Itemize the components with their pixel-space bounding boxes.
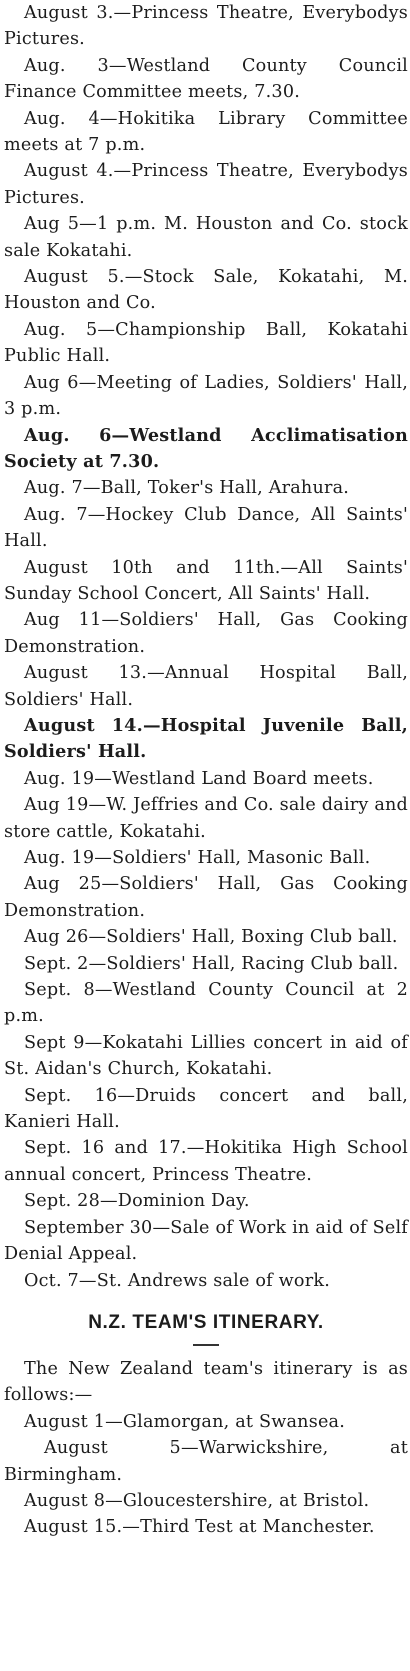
event-entry: August 5.—Stock Sale, Kokatahi, M. Houston and Co. (4, 267, 408, 314)
itinerary-item: August 8—Gloucestershire, at Bristol. (24, 1490, 370, 1511)
event-entry: August 3.—Princess Theatre, Everybodys Pictures. (4, 3, 408, 50)
event-entry: Sept. 28—Dominion Day. (24, 1191, 250, 1212)
event-entry: Aug 26—Soldiers' Hall, Boxing Club ball. (24, 927, 398, 948)
event-entry: Aug. 7—Hockey Club Dance, All Saints' Hall. (4, 504, 408, 552)
event-entry: Aug 11—Soldiers' Hall, Gas Cooking Demonstration. (4, 610, 408, 657)
event-entry: Sept. 2—Soldiers' Hall, Racing Club ball. (24, 953, 399, 974)
event-entry: Aug 19—W. Jeffries and Co. sale dairy and store cattle, Kokatahi. (4, 795, 408, 842)
itinerary-section (4, 1356, 408, 1541)
event-entry: Sept. 16 and 17.—Hokitika High School annual concert, Princess Theatre. (4, 1138, 408, 1185)
event-entry: Aug 25—Soldiers' Hall, Gas Cooking Demonstration. (4, 874, 408, 921)
event-entry: Aug 5—1 p.m. M. Houston and Co. stock sale Kokatahi. (4, 214, 408, 261)
event-entry: September 30—Sale of Work in aid of Self Denial Appeal. (4, 1217, 408, 1265)
event-entry: August 13.—Annual Hospital Ball, Soldiers' Hall. (4, 663, 408, 710)
event-entry: Aug. 6—Westland Acclimatisation Society at 7.30. (4, 424, 408, 472)
event-entry: Oct. 7—St. Andrews sale of work. (24, 1270, 330, 1291)
event-entry: Sept. 8—Westland County Council at 2 p.m. (4, 980, 408, 1027)
event-entry: August 10th and 11th.—All Saints' Sunday School Concert, All Saints' Hall. (4, 557, 408, 604)
itinerary-intro: The New Zealand team's itinerary is as follows:— (4, 1358, 408, 1406)
itinerary-item: August 5—Warwickshire, at Birmingham. (4, 1438, 408, 1485)
event-entry: Aug. 19—Westland Land Board meets. (24, 768, 374, 789)
event-entry: Aug. 19—Soldiers' Hall, Masonic Ball. (24, 848, 371, 868)
itinerary-item: August 1—Glamorgan, at Swansea. (24, 1411, 346, 1432)
event-entry: Aug. 4—Hokitika Library Committee meets at 7 p.m. (4, 108, 408, 156)
event-entry: Aug. 3—Westland County Council Finance Committee meets, 7.30. (4, 55, 408, 103)
event-entry: August 4.—Princess Theatre, Everybodys Pictures. (4, 161, 408, 208)
events-list (4, 0, 408, 1294)
event-entry: Aug. 7—Ball, Toker's Hall, Arahura. (24, 478, 350, 499)
section-divider (193, 1344, 219, 1346)
event-entry: Sept. 16—Druids concert and ball, Kanieri Hall. (4, 1085, 408, 1133)
event-entry: August 14.—Hospital Juvenile Ball, Soldiers' Hall. (4, 714, 408, 763)
event-entry: Sept 9—Kokatahi Lillies concert in aid of St. Aidan's Church, Kokatahi. (4, 1032, 408, 1080)
event-entry: Aug 6—Meeting of Ladies, Soldiers' Hall, 3 p.m. (4, 372, 408, 420)
itinerary-heading: N.Z. TEAM'S ITINERARY. (88, 1311, 324, 1333)
event-entry: Aug. 5—Championship Ball, Kokatahi Public Hall. (4, 319, 408, 367)
itinerary-item: August 15.—Third Test at Manchester. (24, 1517, 375, 1538)
